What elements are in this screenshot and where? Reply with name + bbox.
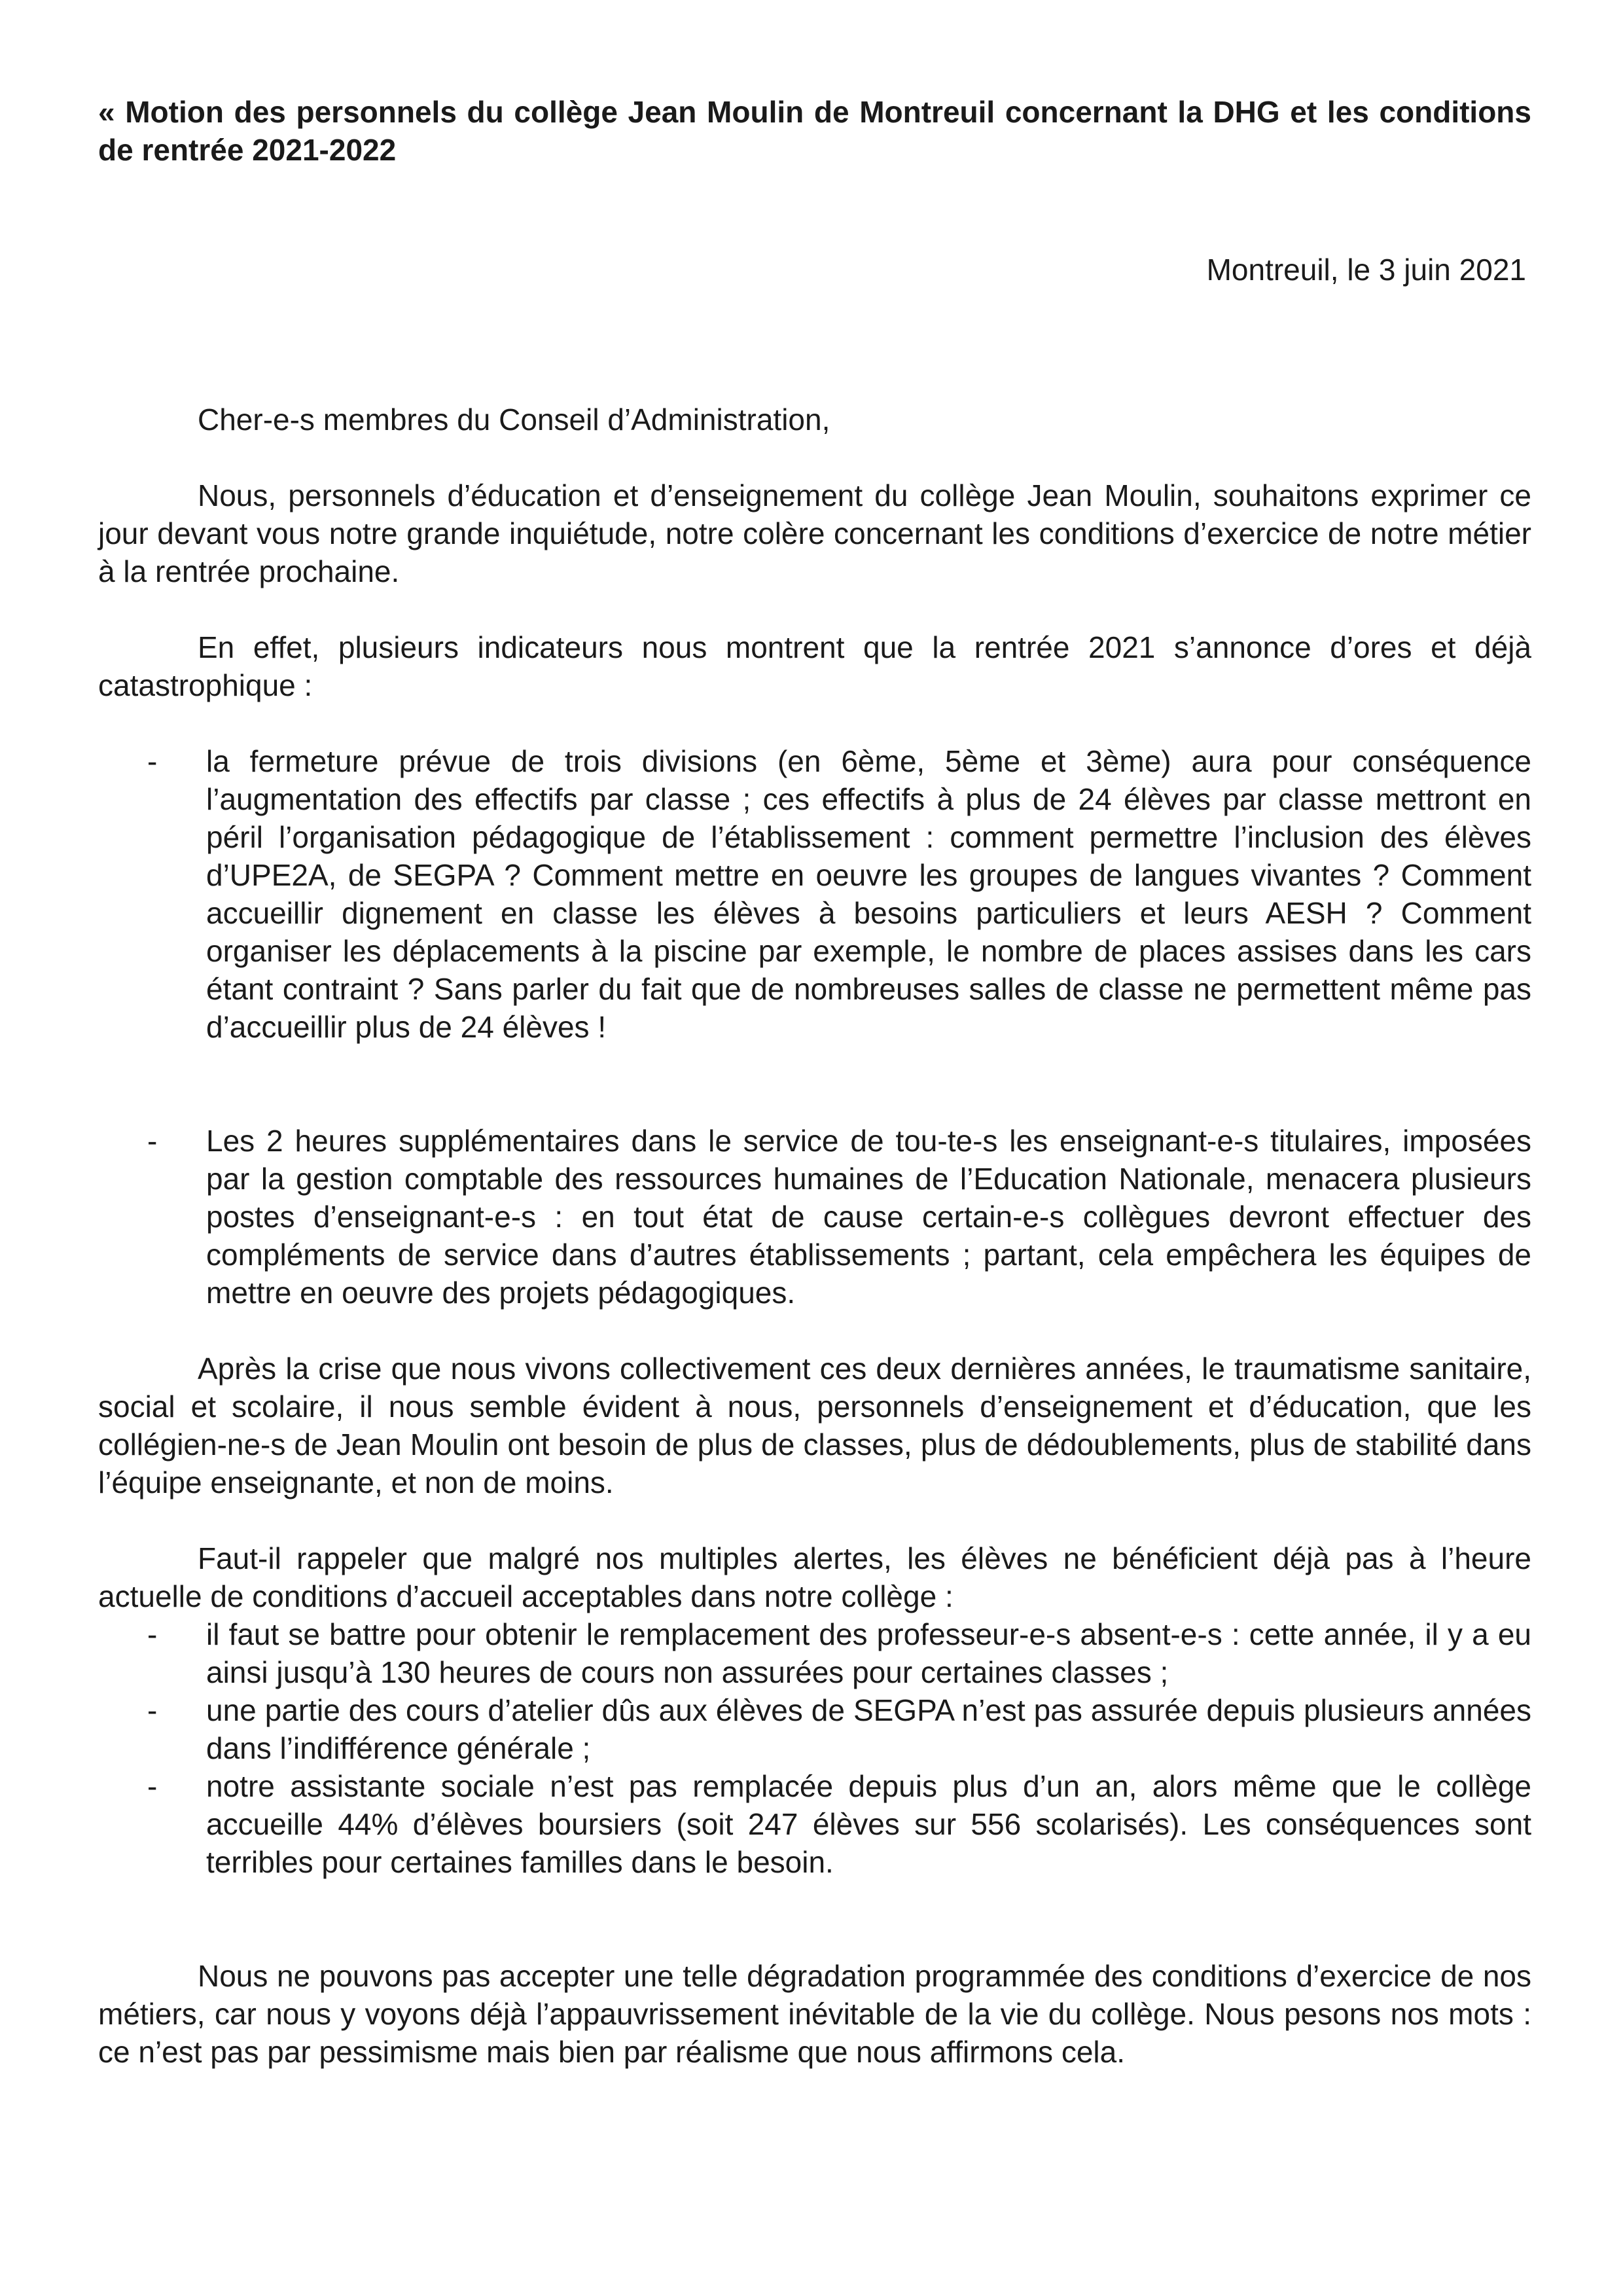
list-item-text: la fermeture prévue de trois divisions (en 6ème, 5ème et 3ème) aura pour conséquence l’augmentation des effectifs par classe ; ces effectifs à plus de 24 élèves par classe mettront en péril l’organisation pédagogique de l’établissement : comment permettre l’inclusion des élèves d’UPE2A, de SEGPA ? Comment mettre en oeuvre les groupes de langues vivantes ? Comment accueillir dignement en classe les élèves à besoins particuliers et leurs AESH ? Comment organiser les déplacements à la piscine par exemple, le nombre de places assises dans les cars étant contraint ? Sans parler du fait que de nombreuses salles de classe ne permettent même pas d’accueillir plus de 24 élèves ! [206, 744, 1531, 1044]
paragraph-crisis: Après la crise que nous vivons collectivement ces deux dernières années, le traumatisme sanitaire, social et scolaire, il nous semble évident à nous, personnels d’enseignement et d’éducation, que les collégien-ne-s de Jean Moulin ont besoin de plus de classes, plus de dédoublements, plus de stabilité dans l’équipe enseignante, et non de moins. [98, 1352, 1531, 1499]
salutation: Cher-e-s membres du Conseil d’Administration, [198, 403, 830, 437]
bullet-dash: - [147, 1769, 158, 1803]
indicator-list [98, 742, 1531, 1046]
paragraph-alerts: Faut-il rappeler que malgré nos multiples alertes, les élèves ne bénéficient déjà pas à l’heure actuelle de conditions d’accueil acceptables dans notre collège : [98, 1541, 1531, 1613]
list-item-closures [98, 742, 1531, 1046]
list-item-text: une partie des cours d’atelier dûs aux élèves de SEGPA n’est pas assurée depuis plusieurs années dans l’indifférence générale ; [206, 1693, 1531, 1765]
alerts-list [98, 1615, 1531, 1881]
document-title: « Motion des personnels du collège Jean Moulin de Montreuil concernant la DHG et les conditions de rentrée 2021-2022 [98, 95, 1531, 167]
list-item-text: notre assistante sociale n’est pas remplacée depuis plus d’un an, alors même que le collège accueille 44% d’élèves boursiers (soit 247 élèves sur 556 scolarisés). Les conséquences sont terribles pour certaines familles dans le besoin. [206, 1769, 1531, 1879]
list-item-text: Les 2 heures supplémentaires dans le service de tou-te-s les enseignant-e-s titulaires, imposées par la gestion comptable des ressources humaines de l’Education Nationale, menacera plusieurs postes d’enseignant-e-s : en tout état de cause certain-e-s collègues devront effectuer des compléments de service dans d’autres établissements ; partant, cela empêchera les équipes de mettre en oeuvre des projets pédagogiques. [206, 1124, 1531, 1310]
bullet-dash: - [147, 1617, 158, 1651]
bullet-dash: - [147, 744, 158, 778]
bullet-dash: - [147, 1693, 158, 1727]
list-item-social-worker [98, 1767, 1531, 1881]
bullet-dash: - [147, 1124, 158, 1158]
paragraph-intro: Nous, personnels d’éducation et d’enseignement du collège Jean Moulin, souhaitons exprimer ce jour devant vous notre grande inquiétude, notre colère concernant les conditions d’exercice de notre métier à la rentrée prochaine. [98, 478, 1531, 588]
paragraph-conclusion: Nous ne pouvons pas accepter une telle dégradation programmée des conditions d’exercice de nos métiers, car nous y voyons déjà l’appauvrissement inévitable de la vie du collège. Nous pesons nos mots : ce n’est pas par pessimisme mais bien par réalisme que nous affirmons cela. [98, 1959, 1531, 2069]
list-item-replacements [98, 1615, 1531, 1691]
list-item-segpa [98, 1691, 1531, 1767]
list-item-text: il faut se battre pour obtenir le remplacement des professeur-e-s absent-e-s : cette année, il y a eu ainsi jusqu’à 130 heures de cours non assurées pour certaines classes ; [206, 1617, 1531, 1689]
paragraph-indicators: En effet, plusieurs indicateurs nous montrent que la rentrée 2021 s’annonce d’ores et déjà catastrophique : [98, 630, 1531, 702]
list-item-overtime [98, 1122, 1531, 1312]
date-line: Montreuil, le 3 juin 2021 [1206, 253, 1526, 287]
indicator-list-2 [98, 1122, 1531, 1312]
